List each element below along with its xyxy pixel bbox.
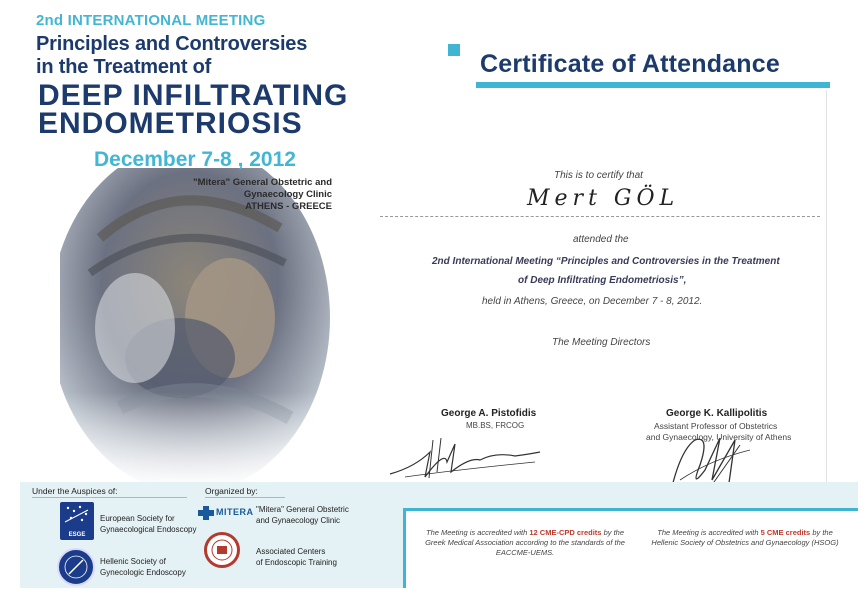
hsge-logo: [57, 548, 95, 586]
hsge-name-line1: Hellenic Society of: [100, 557, 166, 566]
meeting-description-line2: of Deep Infiltrating Endometriosis”,: [518, 275, 687, 286]
accreditation-cme-cpd: [425, 528, 625, 558]
mitera-name-line2: and Gynaecology Clinic: [256, 516, 341, 525]
ace-name-line2: of Endoscopic Training: [256, 558, 337, 567]
esge-star-icon: [60, 502, 94, 528]
meeting-title: [36, 33, 307, 79]
mitera-cross-icon: [198, 506, 214, 520]
attendee-name: Mert GÖL: [527, 186, 680, 211]
signature-pistofidis: [385, 432, 545, 482]
meeting-title-line2: in the Treatment of: [36, 56, 212, 78]
certificate-title-block: [448, 44, 826, 92]
venue-city: ATHENS - GREECE: [245, 201, 332, 212]
certify-text: This is to certify that: [554, 170, 643, 181]
auspices-rule: [32, 497, 187, 498]
organized-rule: [205, 497, 285, 498]
hsge-name-line2: Gynecologic Endoscopy: [100, 568, 186, 577]
mitera-logo: [198, 506, 256, 520]
meeting-description-line1: 2nd International Meeting “Principles and Controversies in the Treatment: [432, 256, 780, 267]
esge-name-line1: European Society for: [100, 514, 175, 523]
meeting-number: 2nd INTERNATIONAL MEETING: [36, 12, 266, 29]
footer-top-strip: [403, 482, 858, 508]
hsge-name: [100, 556, 186, 578]
directors-text: The Meeting Directors: [552, 337, 651, 348]
accreditation-hsog: [650, 528, 840, 548]
signatory1-title: MB.BS, FRCOG: [466, 421, 525, 430]
signatory2-name: George K. Kallipolitis: [666, 408, 768, 419]
organized-label: Organized by:: [205, 486, 258, 496]
name-dashed-line: [380, 216, 820, 217]
title-accent-square: [448, 44, 460, 56]
esge-name: [100, 513, 197, 535]
signatory2-title-line1: Assistant Professor of Obstetrics: [654, 421, 778, 431]
meeting-topic: [38, 79, 349, 140]
accreditation2-credits: 5 CME credits: [760, 528, 811, 537]
accreditation2-pre: The Meeting is accredited with: [657, 528, 761, 537]
accreditation1-pre: The Meeting is accredited with: [425, 528, 530, 537]
hsge-emblem-icon: [59, 550, 93, 584]
meeting-topic-line1: DEEP INFILTRATING: [38, 79, 349, 112]
venue-clinic: "Mitera" General Obstetric and Gynaecology Clinic: [193, 177, 332, 200]
meeting-topic-line2: ENDOMETRIOSIS: [38, 107, 303, 140]
mitera-logo-text: MITERA: [216, 507, 254, 517]
ace-name-line1: Associated Centers: [256, 547, 326, 556]
mitera-name: [256, 504, 349, 526]
accreditation2-post: by the Hellenic Society of Obstetrics and Gynaecology (HSOG): [651, 528, 839, 547]
ace-name: [256, 546, 337, 568]
certificate-title: Certificate of Attendance: [480, 50, 780, 78]
ace-seal-icon: [207, 535, 237, 565]
signatory1-name: George A. Pistofidis: [441, 408, 537, 419]
accreditation1-credits: 12 CME-CPD credits: [529, 528, 602, 537]
auspices-label: Under the Auspices of:: [32, 486, 118, 496]
meeting-venue: [160, 177, 332, 213]
title-underline-bar: [476, 82, 830, 88]
attended-text: attended the: [573, 234, 629, 245]
mitera-name-line1: "Mitera" General Obstetric: [256, 505, 349, 514]
ace-seal-logo: [204, 532, 240, 568]
meeting-dates: December 7-8 , 2012: [94, 148, 296, 171]
esge-logo: [60, 502, 94, 540]
accreditation1-post: by the Greek Medical Association according to the standards of the EACCME-UEMS.: [425, 528, 625, 557]
right-border-line: [826, 90, 827, 490]
meeting-title-line1: Principles and Controversies: [36, 33, 308, 55]
esge-logo-text: ESGE: [68, 532, 86, 538]
esge-name-line2: Gynaecological Endoscopy: [100, 525, 197, 534]
artwork-painting: [60, 168, 330, 488]
held-text: held in Athens, Greece, on December 7 - 8, 2012.: [482, 296, 703, 307]
signatory2-title-line2: and Gynaecology, University of Athens: [646, 432, 792, 442]
